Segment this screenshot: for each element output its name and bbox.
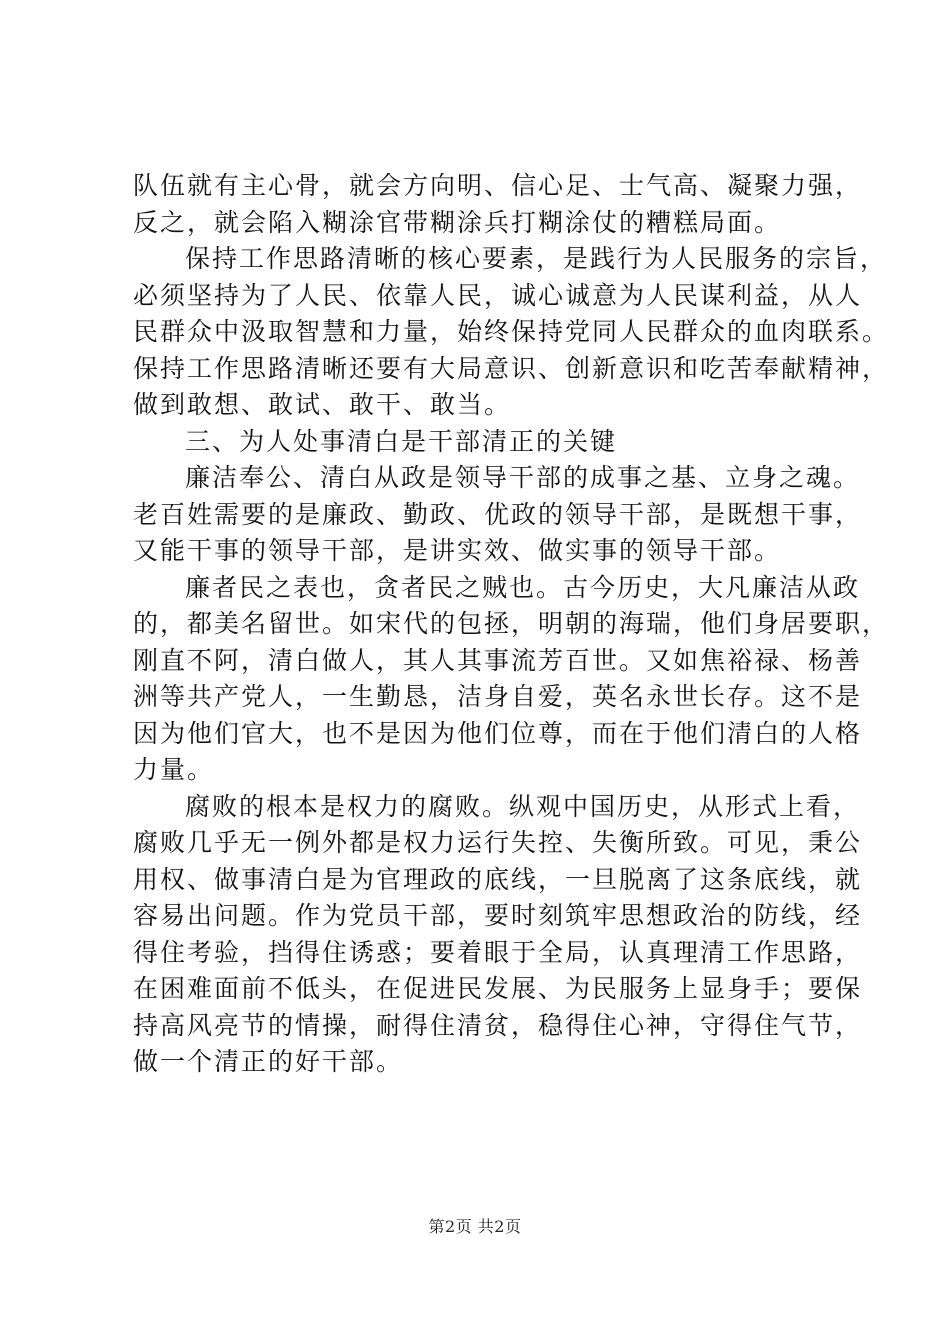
text-line: 用权、做事清白是为官理政的底线，一旦脱离了这条底线，就	[133, 864, 863, 894]
text-line: 刚直不阿，清白做人，其人其事流芳百世。又如焦裕禄、杨善	[133, 645, 863, 675]
text-line: 保持工作思路清晰还要有大局意识、创新意识和吃苦奉献精神，	[133, 353, 890, 383]
text-line: 在困难面前不低头，在促进民发展、为民服务上显身手；要保	[133, 974, 863, 1003]
text-line: 老百姓需要的是廉政、勤政、优政的领导干部，是既想干事，	[133, 499, 863, 529]
text-line: 做到敢想、敢试、敢干、敢当。	[133, 390, 512, 419]
text-line: 的，都美名留世。如宋代的包拯，明朝的海瑞，他们身居要职，	[133, 609, 890, 638]
text-line: 又能干事的领导干部，是讲实效、做实事的领导干部。	[133, 536, 782, 565]
text-line: 队伍就有主心骨，就会方向明、信心足、士气高、凝聚力强，	[133, 171, 863, 200]
text-line: 廉洁奉公、清白从政是领导干部的成事之基、立身之魂。	[185, 463, 861, 492]
text-line: 得住考验，挡得住诱惑；要着眼于全局，认真理清工作思路，	[133, 937, 863, 967]
text-line: 力量。	[133, 755, 215, 784]
text-line: 腐败的根本是权力的腐败。纵观中国历史，从形式上看，	[185, 791, 861, 821]
text-line: 做一个清正的好干部。	[133, 1047, 404, 1076]
text-line: 廉者民之表也，贪者民之贼也。古今历史，大凡廉洁从政	[185, 572, 861, 602]
text-line: 民群众中汲取智慧和力量，始终保持党同人民群众的血肉联系。	[133, 317, 890, 346]
text-line: 洲等共产党人，一生勤恳，洁身自爱，英名永世长存。这不是	[133, 682, 863, 711]
text-line: 容易出问题。作为党员干部，要时刻筑牢思想政治的防线，经	[133, 901, 863, 930]
text-line: 因为他们官大，也不是因为他们位尊，而在于他们清白的人格	[133, 718, 863, 748]
document-body	[133, 168, 890, 1081]
text-line: 保持工作思路清晰的核心要素，是践行为人民服务的宗旨，	[185, 244, 888, 273]
text-line: 反之，就会陷入糊涂官带糊涂兵打糊涂仗的糟糕局面。	[133, 207, 782, 237]
text-line: 持高风亮节的情操，耐得住清贫，稳得住心神，守得住气节，	[133, 1010, 863, 1040]
page-footer: 第2页 共2页	[428, 1217, 522, 1236]
text-line: 三、为人处事清白是干部清正的关键	[185, 426, 618, 456]
text-line: 腐败几乎无一例外都是权力运行失控、失衡所致。可见，秉公	[133, 828, 863, 857]
text-line: 必须坚持为了人民、依靠人民，诚心诚意为人民谋利益，从人	[133, 280, 863, 310]
